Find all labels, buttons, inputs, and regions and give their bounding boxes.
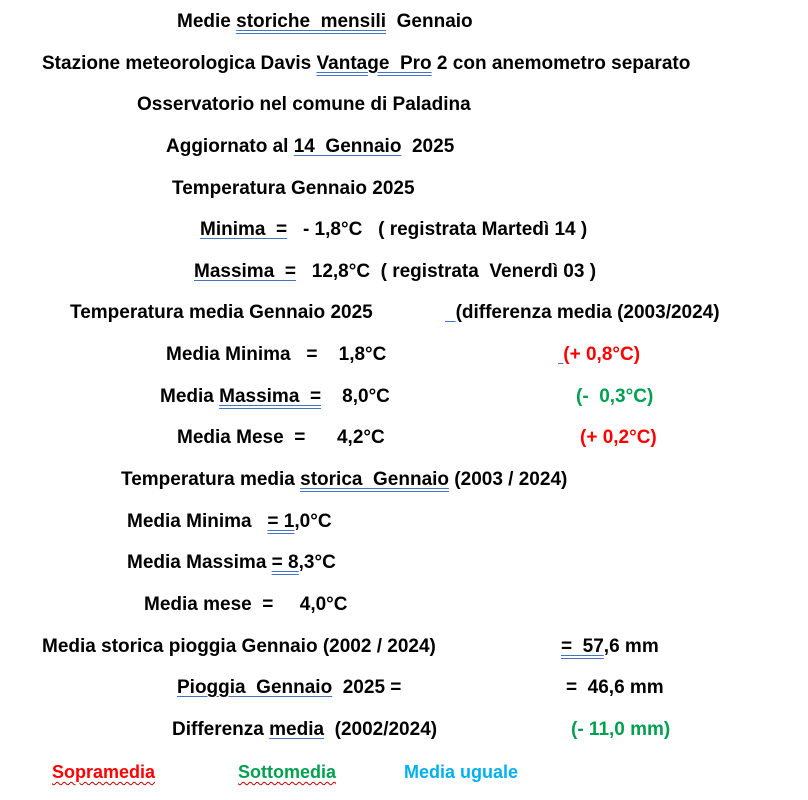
minima-value: - 1,8°C ( registrata Martedì 14 ) (287, 219, 588, 240)
diff-heading: (differenza media (2003/2024) (455, 302, 720, 323)
avg-mese-label: Media Mese = 4,2°C (177, 427, 385, 448)
current-minima-row (200, 218, 587, 242)
station-line: Stazione meteorologica Davis Vantage Pro 2 con anemometro separato (42, 53, 691, 74)
hist-massima-row: Media Massima = 8,3°C (127, 552, 336, 573)
avg-mese-diff: (+ 0,2°C) (580, 427, 657, 448)
avg-minima-label: Media Minima = 1,8°C (166, 344, 387, 365)
averages-heading: Temperatura media Gennaio 2025 (70, 302, 373, 323)
avg-massima-diff: (- 0,3°C) (576, 386, 654, 407)
legend-equal: Media uguale (404, 762, 519, 782)
rain-difference-label: Differenza media (2002/2024) (172, 719, 438, 740)
legend-below: Sottomedia (238, 762, 337, 782)
avg-minima-diff: (+ 0,8°C) (563, 344, 641, 365)
rain-historical-label: Media storica pioggia Gennaio (2002 / 2024) (42, 636, 436, 657)
minima-label: Minima = (200, 219, 288, 240)
hist-mese-row: Media mese = 4,0°C (144, 594, 348, 615)
legend-above: Sopramedia (52, 762, 156, 782)
historical-heading: Temperatura media storica Gennaio (2003 / 2024) (121, 469, 568, 490)
observatory-line: Osservatorio nel comune di Paladina (137, 94, 471, 115)
updated-line: Aggiornato al 14 Gennaio 2025 (166, 136, 455, 157)
current-temp-heading: Temperatura Gennaio 2025 (172, 178, 415, 199)
rain-difference-value: (- 11,0 mm) (571, 719, 671, 740)
rain-historical-value: = 57,6 mm (561, 636, 659, 657)
hist-minima-row: Media Minima = 1,0°C (127, 511, 332, 532)
rain-current-label: Pioggia Gennaio 2025 = (177, 677, 402, 698)
rain-current-value: = 46,6 mm (566, 677, 664, 698)
avg-massima-label: Media Massima = 8,0°C (160, 386, 390, 407)
massima-label: Massima = (194, 261, 296, 282)
current-massima-row (194, 260, 596, 284)
massima-value: 12,8°C ( registrata Venerdì 03 ) (295, 261, 597, 282)
page-title: Medie storiche mensili Gennaio (177, 11, 473, 32)
